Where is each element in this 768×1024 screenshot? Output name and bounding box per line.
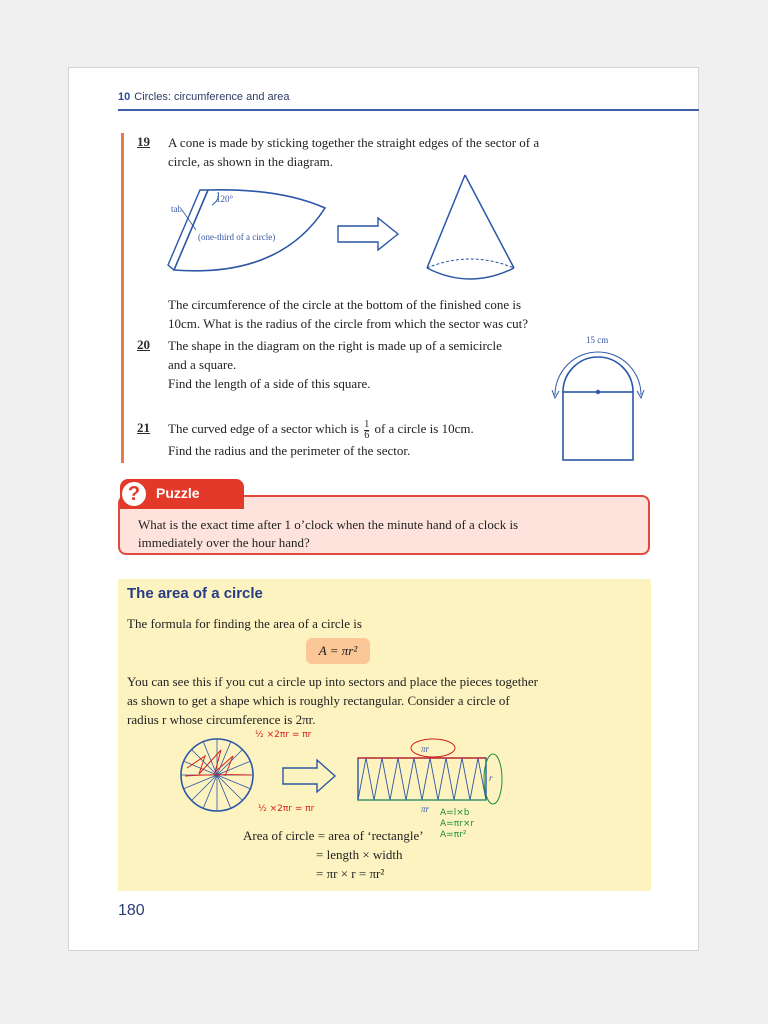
rectangle-sectors-zigzag bbox=[358, 758, 486, 800]
area-para-line2: as shown to get a shape which is roughly rectangular. Consider a circle of bbox=[127, 693, 510, 708]
chapter-header bbox=[118, 91, 699, 111]
exercise-side-bar bbox=[121, 133, 124, 463]
sectors-arrow bbox=[283, 760, 335, 792]
area-formula: A = πr² bbox=[306, 638, 370, 664]
area-section-title: The area of a circle bbox=[127, 585, 263, 602]
q21-text-after: of a circle is 10cm. bbox=[374, 421, 474, 436]
cone-right-edge bbox=[465, 175, 514, 268]
puzzle-title: Puzzle bbox=[156, 485, 200, 501]
q21-fraction bbox=[364, 420, 369, 441]
puzzle-text-line1: What is the exact time after 1 o’clock when the minute hand of a clock is bbox=[138, 517, 519, 532]
sector-shape bbox=[174, 190, 325, 271]
question-19-after-line2: 10cm. What is the radius of the circle from which the sector was cut? bbox=[168, 316, 529, 331]
derivation-line1: Area of circle = area of ‘rectangle’ bbox=[243, 828, 424, 843]
area-intro-text: The formula for finding the area of a circle is bbox=[127, 616, 362, 631]
handwritten-bottom-note: ½ ×2πr = πr bbox=[258, 804, 315, 814]
derivation-line2: = length × width bbox=[316, 847, 403, 862]
sector-spoke bbox=[192, 775, 218, 801]
sector-spoke bbox=[217, 750, 243, 776]
arc-length-label: 15 cm bbox=[586, 335, 609, 345]
puzzle-text-line2: immediately over the hour hand? bbox=[138, 535, 310, 550]
area-para-line1: You can see this if you cut a circle up into sectors and place the pieces together bbox=[127, 674, 538, 689]
angle-label: 120° bbox=[216, 194, 234, 204]
page-number: 180 bbox=[118, 902, 145, 919]
question-19-number: 19 bbox=[137, 134, 150, 149]
handwritten-top-ellipse bbox=[411, 739, 455, 757]
handwritten-top-note: ½ ×2πr = πr bbox=[255, 730, 312, 740]
chapter-number: 10 bbox=[118, 91, 131, 103]
rect-top-label: πr bbox=[421, 744, 430, 754]
sectored-circle bbox=[181, 739, 253, 811]
question-20-text-line1: The shape in the diagram on the right is made up of a semicircle bbox=[168, 338, 502, 353]
chapter-title: Circles: circumference and area bbox=[134, 91, 290, 103]
question-20-text-line2: and a square. bbox=[168, 357, 237, 372]
derivation-line3: = πr × r = πr² bbox=[316, 866, 385, 881]
question-20-number: 20 bbox=[137, 337, 150, 352]
question-21-text-line1 bbox=[168, 419, 474, 441]
question-21-number: 21 bbox=[137, 420, 150, 435]
handwritten-green-note-2: A=πr×r bbox=[440, 819, 475, 829]
question-19-after-line1: The circumference of the circle at the bottom of the finished cone is bbox=[168, 297, 522, 312]
rearranged-rectangle bbox=[358, 739, 502, 804]
square-shape bbox=[563, 392, 633, 460]
cone-base-back bbox=[427, 259, 514, 268]
handwritten-side-ellipse bbox=[484, 754, 502, 804]
question-20-text-line3: Find the length of a side of this square. bbox=[168, 376, 371, 391]
cone-base-front bbox=[427, 268, 514, 279]
tab-label: tab bbox=[171, 204, 182, 214]
question-mark-icon: ? bbox=[122, 482, 146, 506]
arrow-shape bbox=[338, 218, 398, 250]
handwritten-green-note-3: A=πr² bbox=[440, 830, 467, 840]
sector-tab bbox=[168, 190, 208, 270]
rect-bottom-label: πr bbox=[421, 804, 430, 814]
q21-fraction-denominator: 6 bbox=[364, 429, 370, 441]
cone-left-edge bbox=[427, 175, 465, 268]
semicircle-arc bbox=[563, 357, 633, 392]
q21-text-before: The curved edge of a sector which is bbox=[168, 421, 359, 436]
centre-dot bbox=[596, 390, 600, 394]
semicircle-square-diagram bbox=[545, 340, 655, 465]
question-21-text-line2: Find the radius and the perimeter of the sector. bbox=[168, 443, 411, 458]
sector-spoke bbox=[217, 775, 243, 801]
q21-fraction-numerator: 1 bbox=[364, 418, 370, 430]
rect-side-label: r bbox=[489, 773, 493, 783]
question-19-text-line1: A cone is made by sticking together the straight edges of the sector of a bbox=[168, 135, 540, 150]
sector-label: (one-third of a circle) bbox=[198, 232, 276, 242]
question-19-text-line2: circle, as shown in the diagram. bbox=[168, 154, 333, 169]
handwritten-green-note-1: A=l×b bbox=[440, 808, 470, 818]
area-para-line3: radius r whose circumference is 2πr. bbox=[127, 712, 316, 727]
